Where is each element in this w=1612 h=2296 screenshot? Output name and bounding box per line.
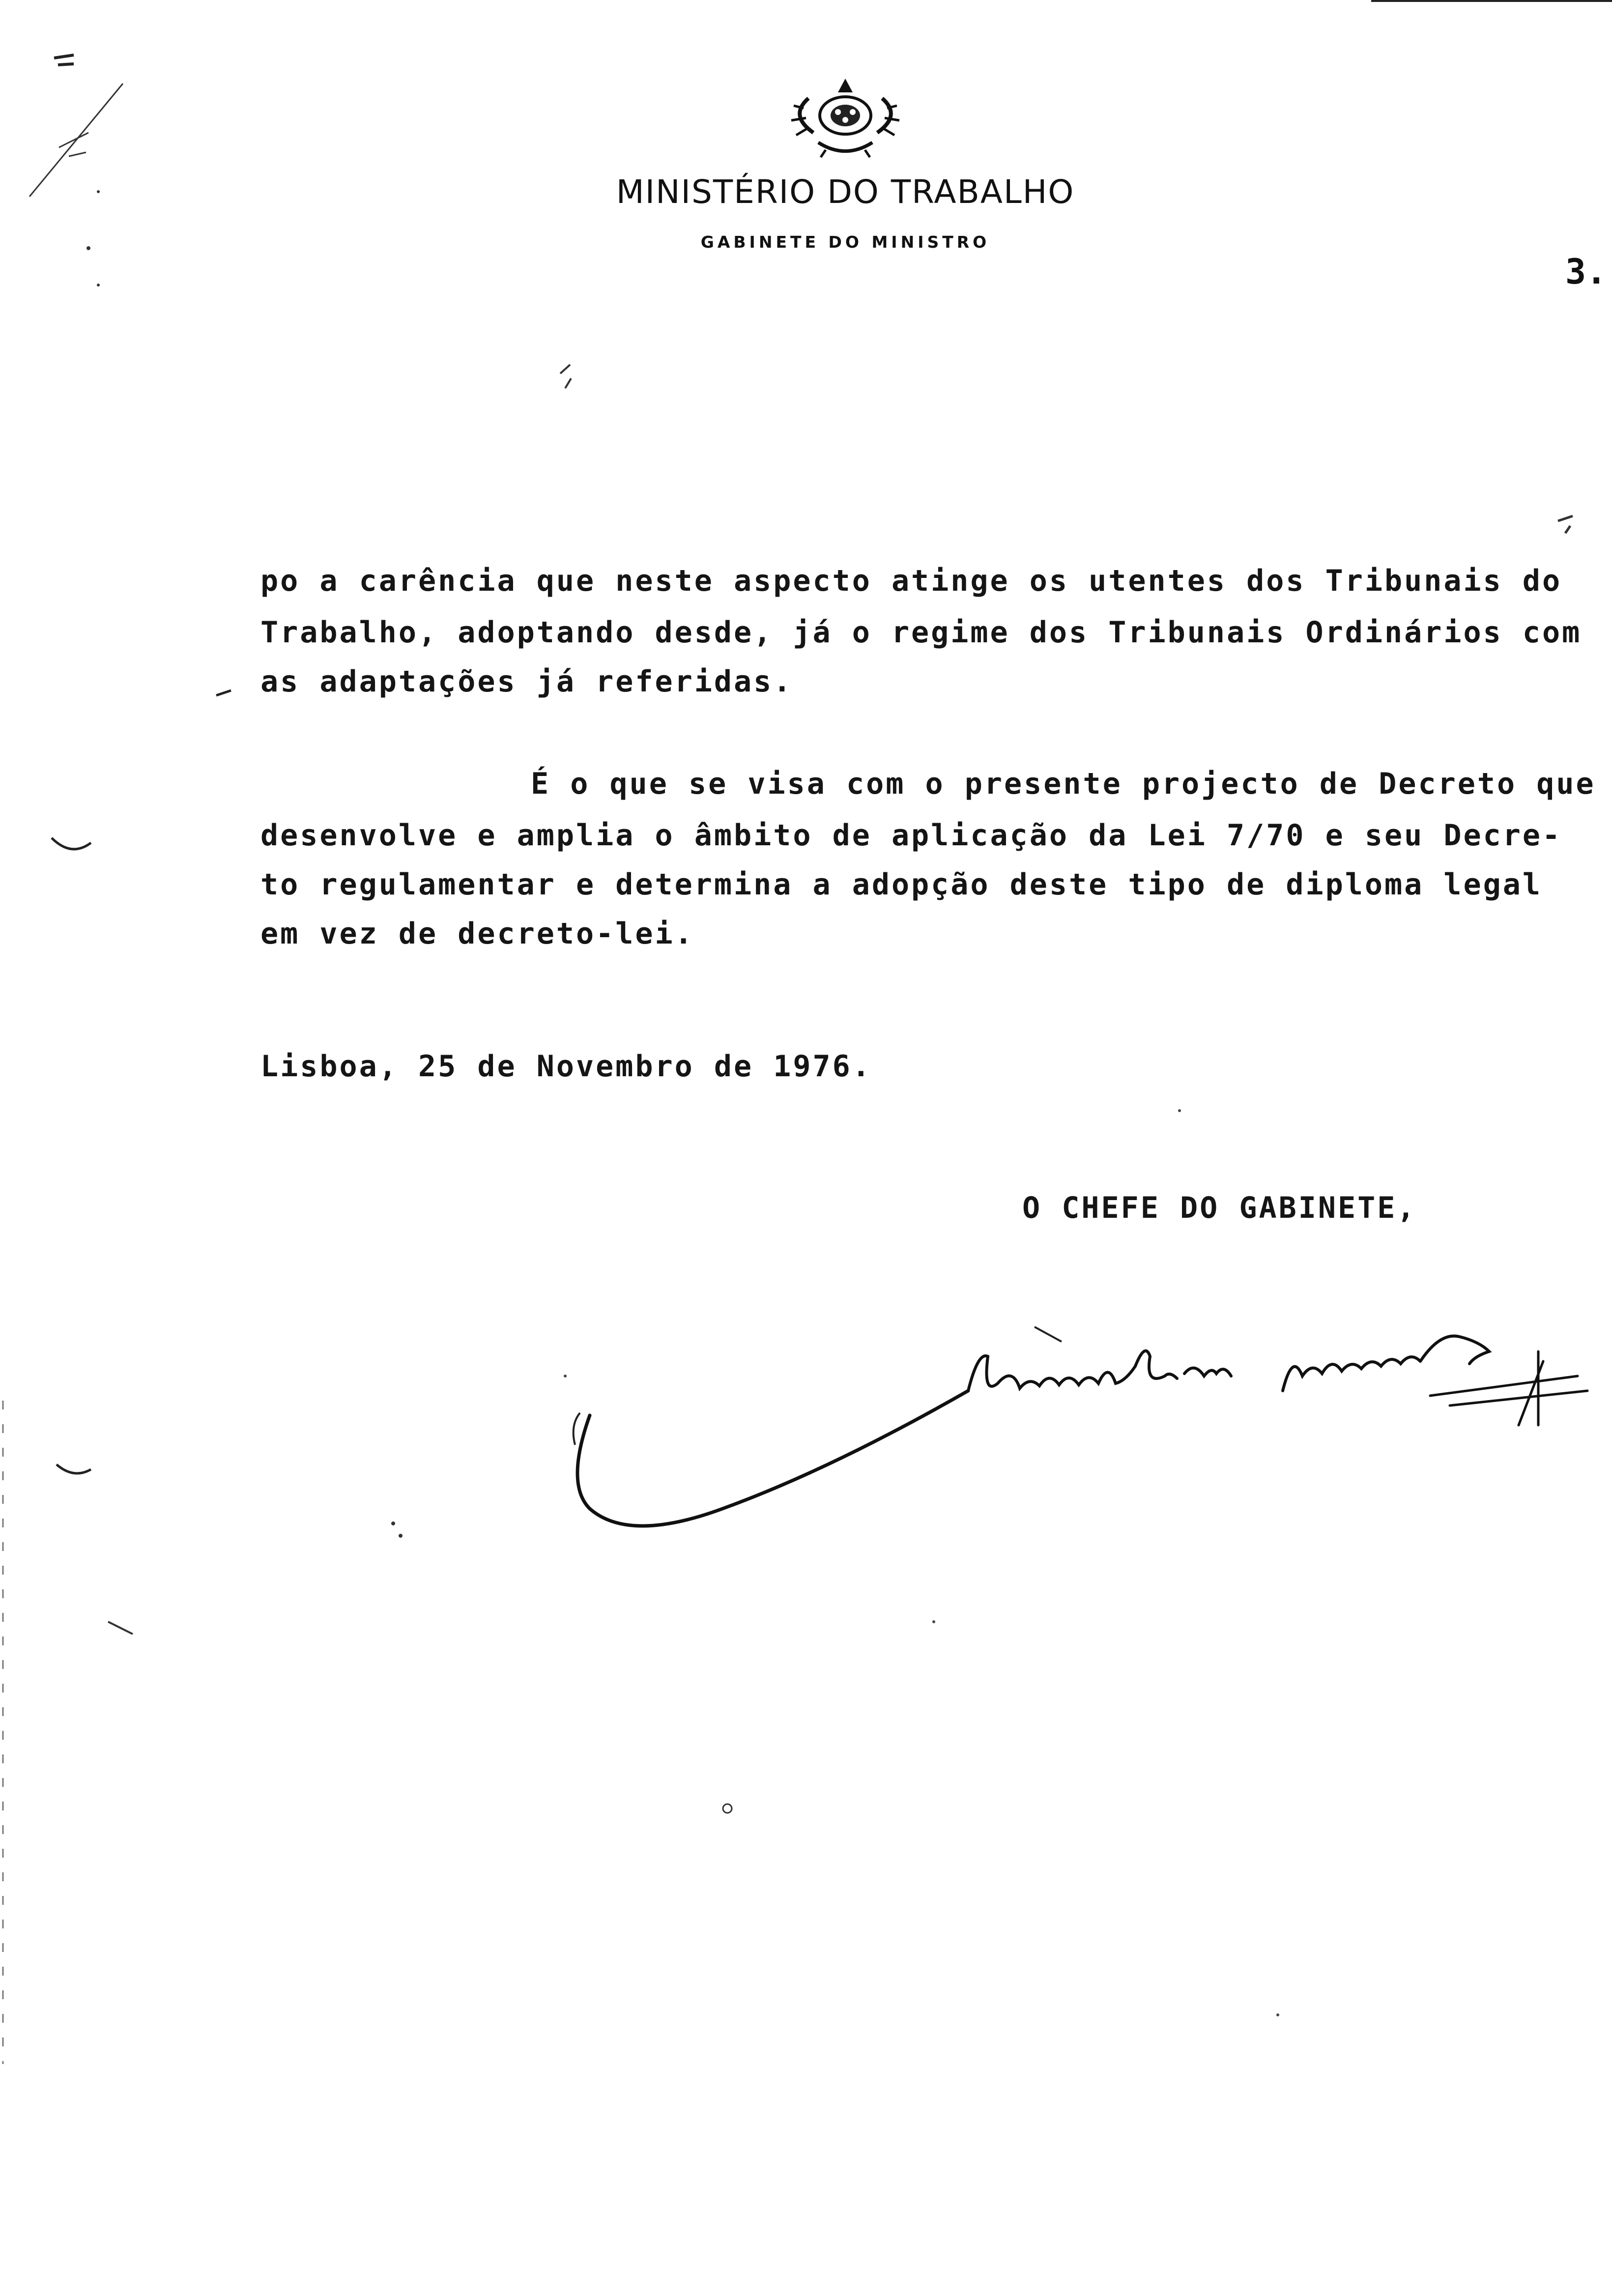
paragraph-2-line-3: to regulamentar e determina a adopção deste tipo de diploma legal (260, 867, 1542, 902)
handwritten-signature-icon (555, 1278, 1612, 1573)
page-number: 3. (1565, 252, 1607, 292)
cabinet-name: GABINETE DO MINISTRO (700, 232, 990, 252)
paragraph-1-line-2: Trabalho, adoptando desde, já o regime dos Tribunais Ordinários com (260, 615, 1582, 650)
coat-of-arms-icon (779, 69, 912, 167)
closing-title: O CHEFE DO GABINETE, (1022, 1191, 1417, 1225)
ministry-name: MINISTÉRIO DO TRABALHO (616, 173, 1075, 211)
date-line: Lisboa, 25 de Novembro de 1976. (260, 1049, 872, 1084)
paragraph-2-line-1: É o que se visa com o presente projecto de Decreto que (531, 767, 1596, 801)
paragraph-2-line-2: desenvolve e amplia o âmbito de aplicação da Lei 7/70 e seu Decre- (260, 818, 1562, 853)
paragraph-1-line-1: po a carência que neste aspecto atinge os utentes dos Tribunais do (260, 564, 1562, 598)
paragraph-2-line-4: em vez de decreto-lei. (260, 917, 694, 951)
paragraph-1-line-3: as adaptações já referidas. (260, 664, 793, 699)
